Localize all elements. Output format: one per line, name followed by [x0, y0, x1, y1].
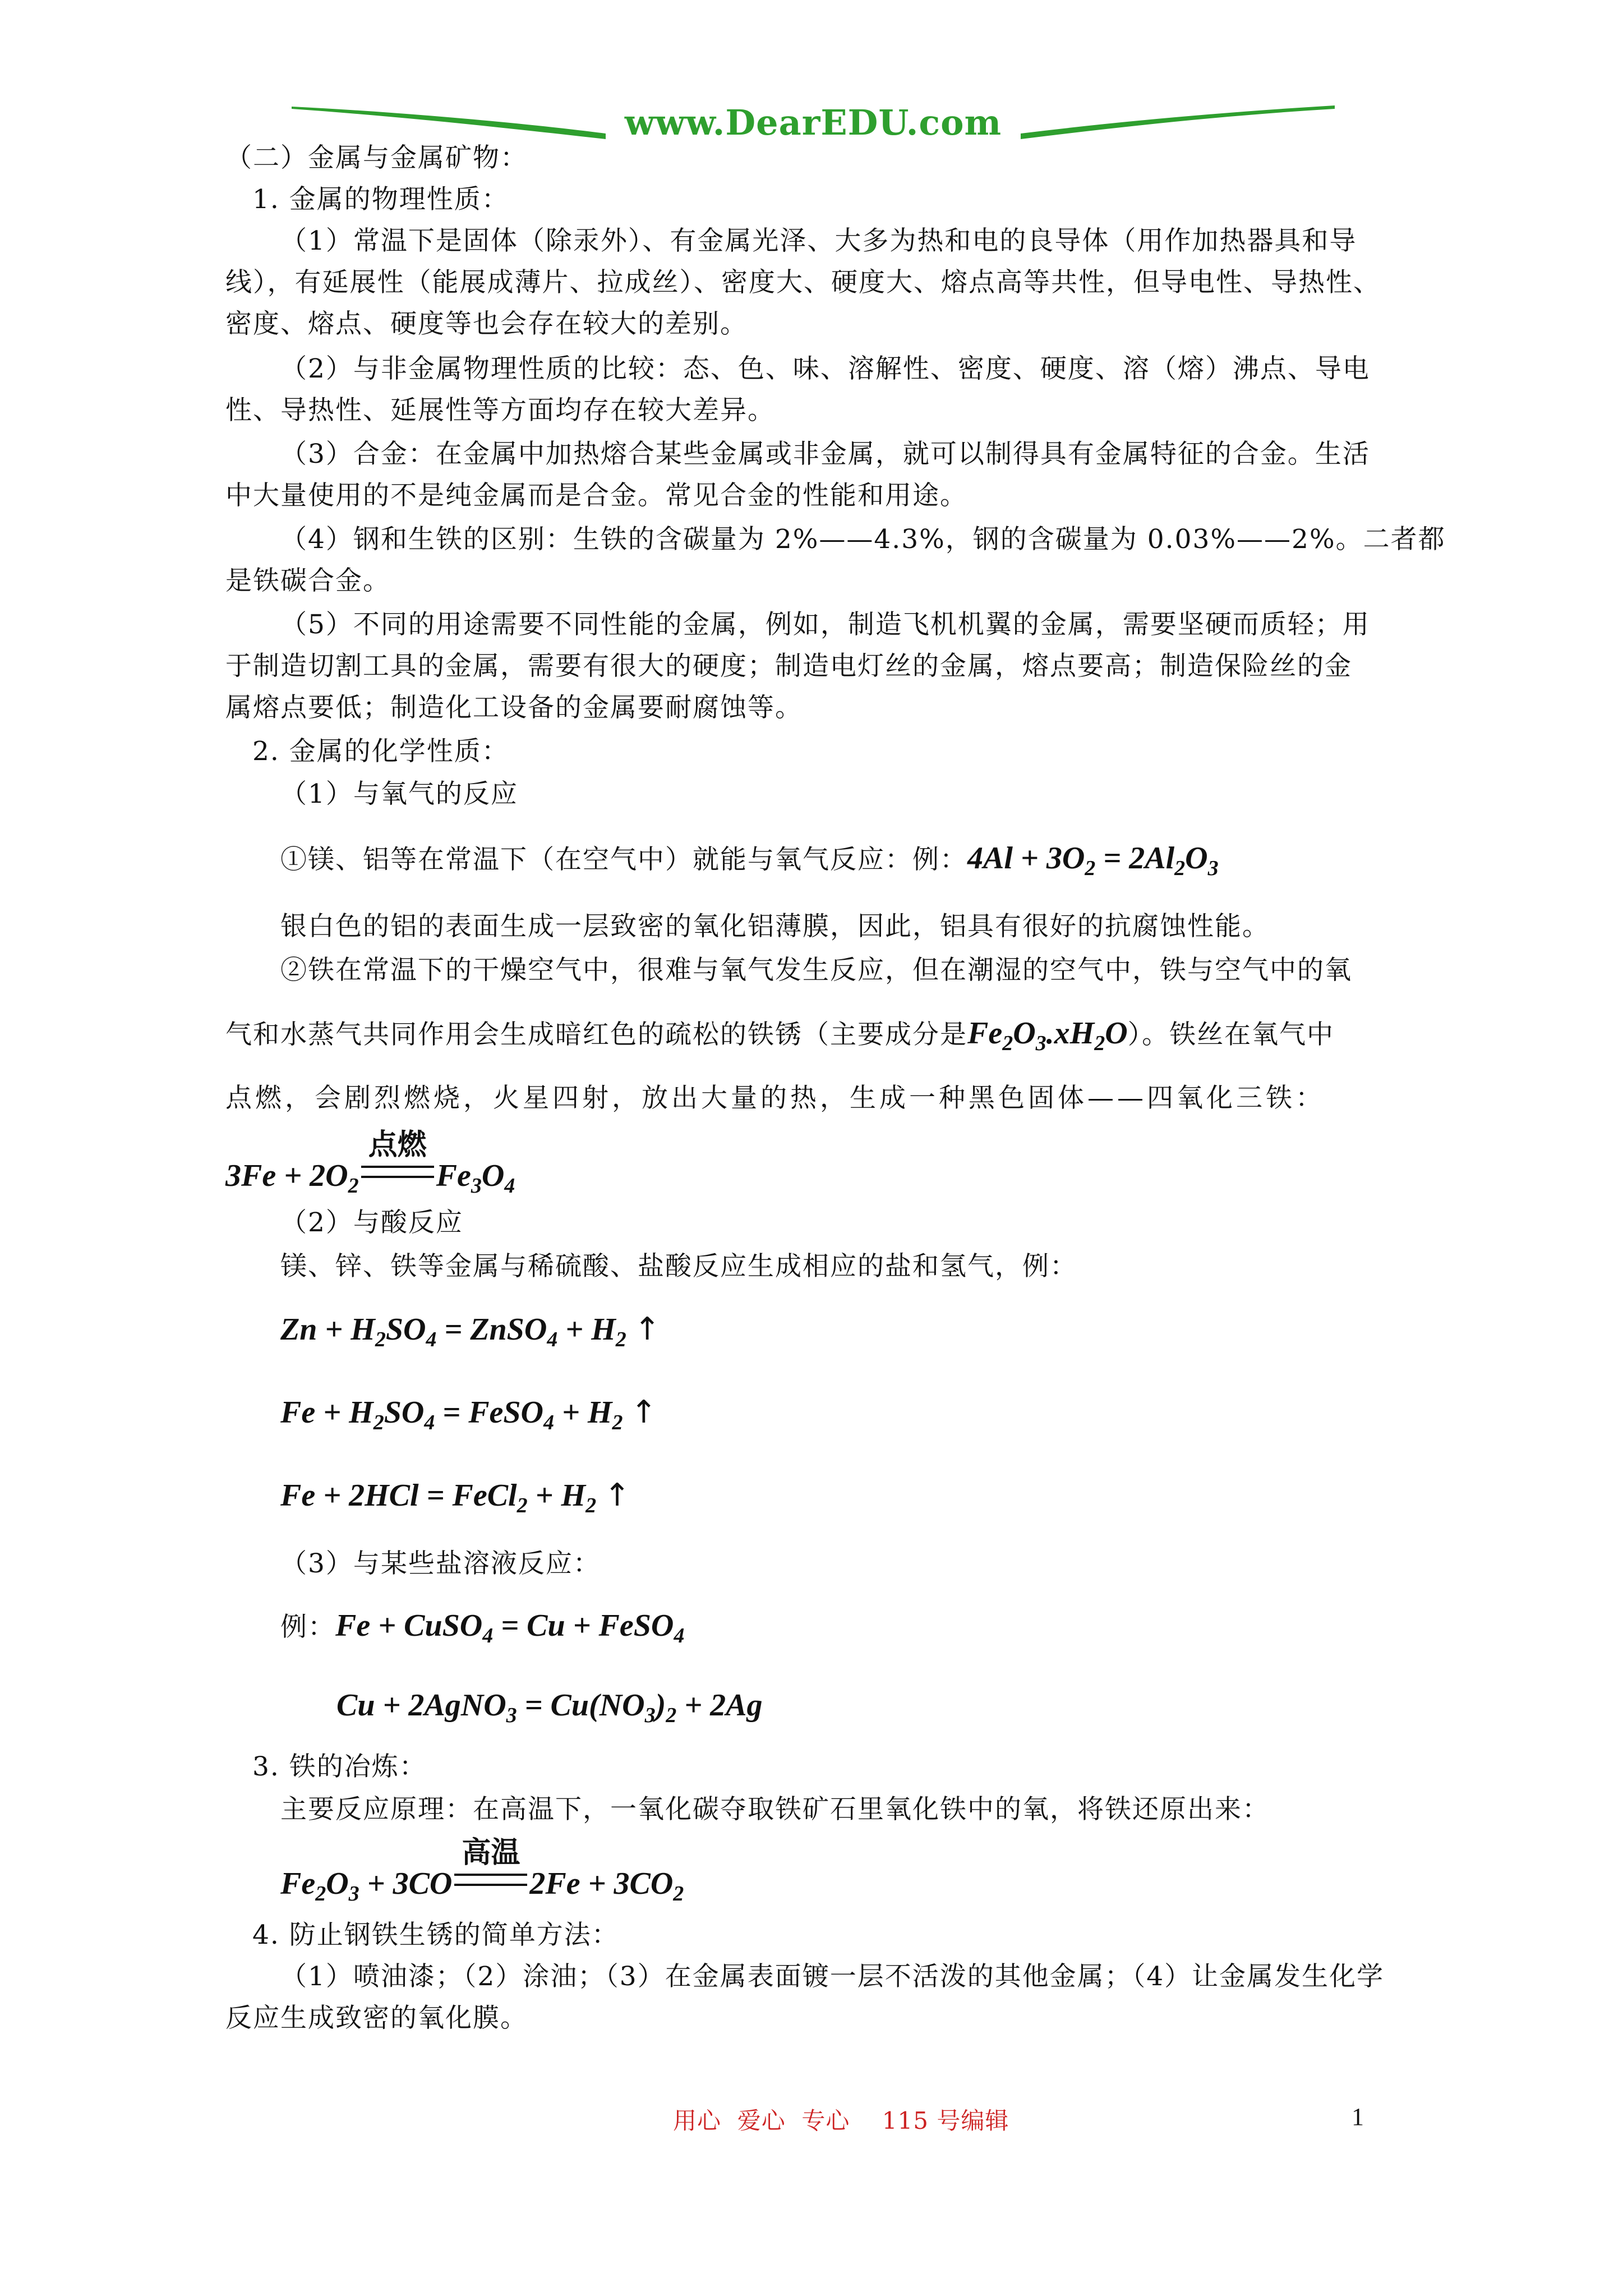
subheading-salt-reaction: （3）与某些盐溶液反应：	[280, 1548, 601, 1579]
paragraph-line: 镁、锌、铁等金属与稀硫酸、盐酸反应生成相应的盐和氢气，例：	[280, 1251, 1077, 1282]
paragraph-line: 主要反应原理：在高温下，一氧化碳夺取铁矿石里氧化铁中的氧，将铁还原出来：	[280, 1794, 1270, 1825]
equation-iron-copper-sulfate-line	[280, 1608, 685, 1648]
paragraph-line: （1）喷油漆；（2）涂油；（3）在金属表面镀一层不活泼的其他金属；（4）让金属发生化学	[280, 1961, 1385, 1992]
equation-iron-copper-sulfate: Fe + CuSO$_4$ = Cu + FeSO$_4$	[335, 1608, 685, 1648]
rust-line	[225, 1016, 1335, 1055]
paragraph-line: 性、导热性、延展性等方面均存在较大差异。	[225, 395, 775, 426]
paragraph-line: （5）不同的用途需要不同性能的金属，例如，制造飞机机翼的金属，需要坚硬而质轻；用	[280, 609, 1370, 640]
reaction-condition-burn: 点燃	[361, 1161, 434, 1194]
equation-iron-sulfuric: $Fe + H_2SO_4$ = FeSO$_4$ + $H_2$ ↑	[280, 1394, 657, 1434]
formula-rust: $Fe_2O_3.xH_2O$	[967, 1016, 1128, 1055]
paragraph-line: 密度、熔点、硬度等也会存在较大的差别。	[225, 309, 748, 339]
paragraph-line: ②铁在常温下的干燥空气中，很难与氧气发生反应，但在潮湿的空气中，铁与空气中的氧	[280, 955, 1352, 986]
subheading-acid-reaction: （2）与酸反应	[280, 1207, 463, 1238]
heading-iron-smelting: 3. 铁的冶炼：	[252, 1751, 427, 1782]
aluminum-oxidation-text: ①镁、铝等在常温下（在空气中）就能与氧气反应：例：	[280, 844, 967, 875]
paragraph-line: 于制造切割工具的金属，需要有很大的硬度；制造电灯丝的金属，熔点要高；制造保险丝的金	[225, 651, 1352, 682]
heading-chemical-properties: 2. 金属的化学性质：	[252, 736, 509, 767]
example-label: 例：	[280, 1612, 335, 1642]
paragraph-line: （4）钢和生铁的区别：生铁的含碳量为 2%——4.3%，钢的含碳量为 0.03%——2%。二者都	[280, 524, 1446, 555]
heading-physical-properties: 1. 金属的物理性质：	[252, 184, 509, 215]
page-number: 1	[1352, 2103, 1364, 2131]
footer-editor-note: 用心 爱心 专心 115 号编辑	[673, 2107, 1009, 2134]
equation-copper-silver-nitrate: Cu + 2AgNO$_3$ = $Cu(NO_3)_2 + 2Ag$	[336, 1688, 763, 1727]
rust-text-a: 气和水蒸气共同作用会生成暗红色的疏松的铁锈（主要成分是	[225, 1019, 967, 1050]
heading-rust-prevention: 4. 防止钢铁生锈的简单方法：	[252, 1920, 619, 1950]
equation-iron-reduction: $Fe_2O_3 + 3CO$ 高温 $2Fe + 3CO_2$	[280, 1836, 684, 1906]
equation-zinc-sulfuric: $Zn + H_2SO_4$ = ZnSO$_4$ + $H_2$ ↑	[280, 1311, 661, 1351]
paragraph-line: （1）常温下是固体（除汞外）、有金属光泽、大多为热和电的良导体（用作加热器具和导	[280, 226, 1357, 256]
equation-iron-hydrochloric: Fe + 2HCl = FeCl$_2$ + $H_2$ ↑	[280, 1477, 631, 1517]
paragraph-line: 属熔点要低；制造化工设备的金属要耐腐蚀等。	[225, 692, 803, 723]
paragraph-line: 点燃，会剧烈燃烧，火星四射，放出大量的热，生成一种黑色固体——四氧化三铁：	[225, 1083, 1325, 1114]
rust-text-b: ）。铁丝在氧气中	[1127, 1019, 1335, 1050]
paragraph-line: （3）合金：在金属中加热熔合某些金属或非金属，就可以制得具有金属特征的合金。生活	[280, 439, 1370, 470]
paragraph-line: 反应生成致密的氧化膜。	[225, 2003, 528, 2033]
site-name: www.DearEDU.com	[624, 102, 1002, 143]
equation-iron-combustion: $3Fe + 2O_2$ 点燃 $Fe_3O_4$	[225, 1128, 515, 1198]
paragraph-line: 银白色的铝的表面生成一层致密的氧化铝薄膜，因此，铝具有很好的抗腐蚀性能。	[280, 911, 1270, 942]
subheading-oxygen-reaction: （1）与氧气的反应	[280, 779, 518, 809]
paragraph-line: 中大量使用的不是纯金属而是合金。常见合金的性能和用途。	[225, 480, 967, 511]
paragraph-line: （2）与非金属物理性质的比较：态、色、味、溶解性、密度、硬度、溶（熔）沸点、导电	[280, 353, 1370, 384]
paragraph-line: 是铁碳合金。	[225, 565, 390, 596]
paragraph-line: 线），有延展性（能展成薄片、拉成丝）、密度大、硬度大、熔点高等共性，但导电性、导热性、	[225, 267, 1381, 298]
equation-aluminum-oxygen: $4Al + 3O_2 = 2Al_2O_3$	[967, 841, 1219, 880]
reaction-condition-heat: 高温	[454, 1869, 527, 1902]
aluminum-oxidation-line	[280, 841, 1219, 880]
section-title: （二）金属与金属矿物：	[225, 142, 528, 173]
